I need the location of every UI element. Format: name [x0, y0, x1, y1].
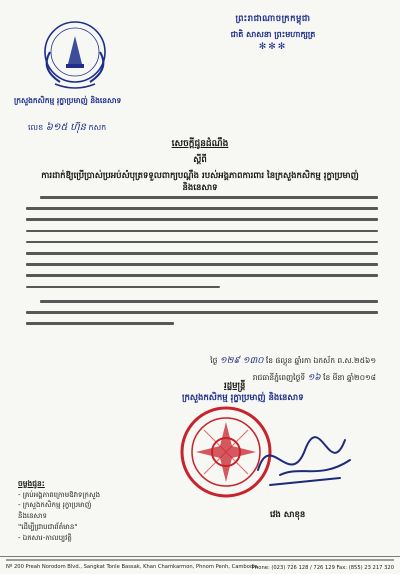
reference-suffix: កសក — [88, 123, 107, 132]
text-line — [26, 207, 378, 210]
page-footer — [0, 556, 400, 570]
text-line — [40, 300, 378, 303]
signer-name: វេង សាខុន — [270, 510, 306, 520]
footer-phone: Phone: (023) 726 128 / 726 129 Fax: (855) 23 217 320 — [251, 565, 394, 571]
text-line — [26, 263, 378, 266]
recipient-line: និងនេសាទ — [18, 512, 47, 521]
recipient-line: "ដើម្បីជ្រាបជាព័ត៌មាន" — [18, 523, 78, 532]
date-block — [166, 355, 376, 385]
lunar-date-text: ខែ ផល្គុន ឆ្នាំរកា ឯកស័ក ព.ស.២៥៦១ — [265, 356, 376, 365]
text-line — [40, 196, 378, 199]
kingdom-header — [198, 14, 348, 52]
body-paragraph-1 — [26, 196, 378, 297]
text-line — [26, 241, 378, 244]
document-title-block — [40, 138, 360, 195]
recipients-heading: ចម្លងជូន: — [18, 479, 45, 488]
reference-number — [28, 120, 106, 135]
recipients-list — [18, 478, 100, 544]
text-line — [26, 252, 378, 255]
lunar-date-prefix: ថ្ងៃ — [210, 356, 218, 365]
signatory-ministry: ក្រសួងកសិកម្ម រុក្ខាប្រមាញ់ និងនេសាទ — [182, 393, 304, 403]
recipient-line: - ឯកសារ-កាលប្បវត្តិ — [18, 534, 72, 542]
gregorian-date-hand: ១៦ — [307, 373, 321, 383]
reference-suffix-hand: ហ៊ុន — [70, 122, 86, 133]
lunar-date-hand: ១២៩ ១៣០ — [219, 356, 264, 366]
reference-number-hand: ៦១៥ — [45, 122, 68, 133]
gregorian-date-prefix: រាជធានីភ្នំពេញថ្ងៃទី — [252, 373, 306, 382]
gregorian-date-text: ខែ មីនា ឆ្នាំ២០១៨ — [323, 373, 376, 382]
signature-icon — [250, 420, 360, 500]
gregorian-date — [166, 372, 376, 385]
recipient-line: - គ្រប់អង្គភាពក្រោមឱវាទក្រសួង — [18, 490, 101, 499]
motto-line: ជាតិ សាសនា ព្រះមហាក្សត្រ — [230, 30, 316, 39]
footer-address: Nº 200 Preah Norodom Blvd., Sangkat Tonle Bassak, Khan Chamkarmon, Phnom Penh, Cambodia — [6, 564, 258, 570]
footer-khmer-line — [6, 559, 394, 561]
text-line — [26, 322, 174, 325]
lunar-date — [166, 355, 376, 368]
document-title: សេចក្ដីជូនដំណឹង — [171, 139, 229, 149]
header-ornament: ✻✻✻ — [258, 42, 288, 52]
text-line — [26, 311, 378, 314]
text-line — [26, 286, 220, 289]
body-paragraph-2 — [26, 300, 378, 334]
signatory-title: រដ្ឋមន្ត្រី — [224, 381, 246, 391]
recipient-line: - ក្រសួងកសិកម្ម រុក្ខាប្រមាញ់ — [18, 501, 92, 510]
text-line — [26, 218, 378, 221]
reference-prefix: លេខ — [28, 123, 44, 132]
ministry-emblem-icon — [30, 14, 120, 94]
ministry-name: ក្រសួងកសិកម្ម រុក្ខាប្រមាញ់ និងនេសាទ — [14, 96, 122, 105]
document-subject-label: ស្ដីពី — [193, 155, 207, 165]
kingdom-line: ព្រះរាជាណាចក្រកម្ពុជា — [235, 14, 311, 24]
text-line — [26, 274, 378, 277]
document-subject: ការដាក់ឱ្យប្រើប្រាស់ប្រអប់សំបុត្រទទួលពាក្យបណ្ដឹង របស់អង្គភាពការពារ នៃក្រសួងកសិកម្ម រុក្ខាប្រមាញ់ និងនេសាទ — [41, 171, 359, 193]
text-line — [26, 230, 378, 233]
